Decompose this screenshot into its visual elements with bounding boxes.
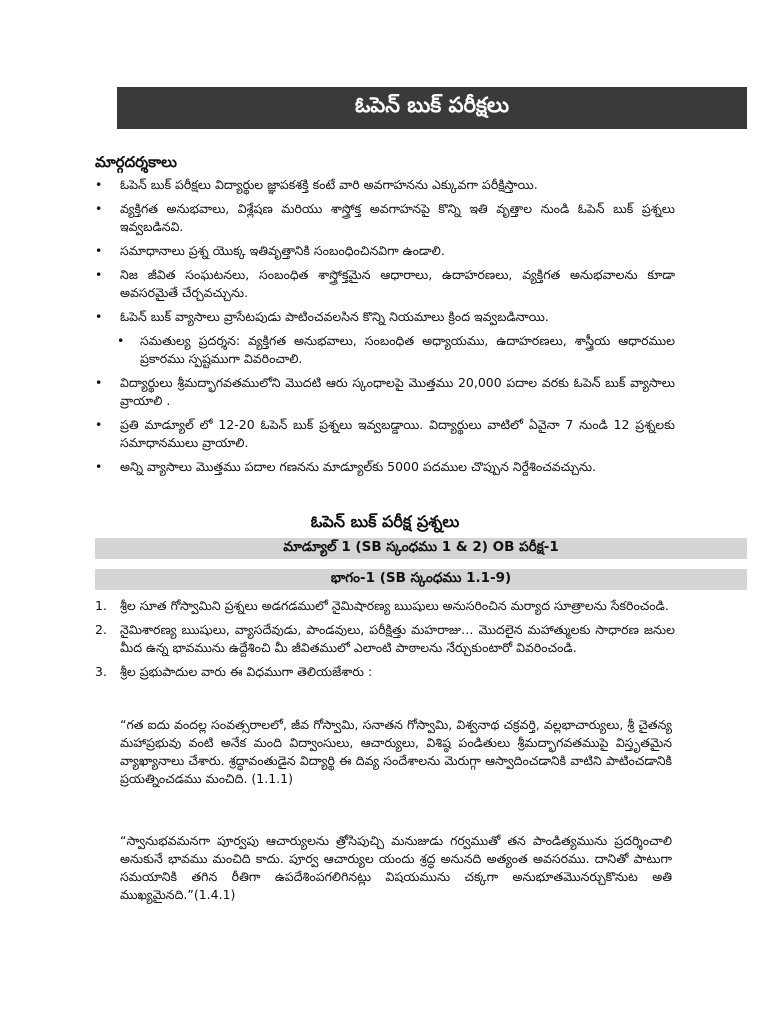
- question-item: [95, 663, 675, 681]
- module-bar: మాడ్యూల్ 1 (SB స్కంధము 1 & 2) OB పరీక్ష-1: [95, 538, 747, 559]
- question-number: 1.: [95, 598, 107, 613]
- guideline-item: • నిజ జీవిత సంఘటనలు, సంబంధిత శాస్త్రోక్తమైన ఆధారాలు, ఉదాహరణలు, వ్యక్తిగత అనుభవాలను కూడా అవసరమైతే చేర్చవచ్చును.: [95, 266, 675, 302]
- quote-1: “గత ఐదు వందల్ల సంవత్సరాలలో, జీవ గోస్వామి, సనాతన గోస్వామి, విశ్వనాథ చక్రవర్తి, వల్లభాచార్యులు, శ్రీ చైతన్య మహాప్రభువు వంటి అనేక మంది విద్వాంసులు, ఆచార్యులు, విశిష్ఠ పండితులు శ్రీమద్భాగవతముపై విస్తృతమైన వ్యాఖ్యానాలు చేశారు. శ్రద్ధావంతుడైన విద్యార్థి ఈ దివ్య సందేశాలను మెరుగ్గా ఆస్వాదించడానికి వాటిని పాటించడానికి ప్రయత్నించడము మంచిది. (1.1.1): [120, 717, 672, 786]
- guideline-item: • విద్యార్థులు శ్రీమద్భాగవతములోని మొదటి ఆరు స్కంధాలపై మొత్తము 20,000 పదాల వరకు ఓపెన్ బుక్ వ్యాసాలు వ్రాయాలి .: [95, 374, 675, 410]
- page-title: ఓపెన్ బుక్ పరీక్షలు: [117, 87, 747, 129]
- question-item: [95, 621, 675, 657]
- question-text: శ్రీల ప్రభుపాదుల వారు ఈ విధముగా తెలియజేశారు :: [120, 664, 373, 679]
- guideline-item: • ఓపెన్ బుక్ పరీక్షలు విద్యార్థుల జ్ఞాపకశక్తి కంటే వారి అవగాహనను ఎక్కువగా పరీక్షిస్తాయి.: [95, 176, 675, 194]
- question-number: 3.: [95, 664, 107, 679]
- guideline-item: • సమాధానాలు ప్రశ్న యొక్క ఇతివృత్తానికి సంబంధించినవిగా ఉండాలి.: [95, 242, 675, 260]
- question-text: శ్రీల సూత గోస్వామిని ప్రశ్నలు అడగడములో నైమిషారణ్య ఋషులు అనుసరించిన మర్యాద సూత్రాలను సేకరించండి.: [120, 598, 669, 613]
- part-bar: భాగం-1 (SB స్కంధము 1.1-9): [95, 569, 747, 590]
- questions-list: [95, 597, 675, 687]
- guideline-item: • ప్రతి మాడ్యూల్ లో 12-20 ఓపెన్ బుక్ ప్రశ్నలు ఇవ్వబడ్డాయి. విద్యార్థులు వాటిలో ఏవైనా 7 నుండి 12 ప్రశ్నలకు సమాధానములు వ్రాయాలి.: [95, 416, 675, 452]
- question-text: నైమిశారణ్య ఋషులు, వ్యాసదేవుడు, పాండవులు, పరీక్షిత్తు మహరాజు… మొదలైన మహాత్ములకు సాధారణ జనుల మీద ఉన్న భావమును ఉద్దేశించి మీ జీవితములో ఎలాంటి పాఠాలను నేర్చుకుంటారో వివరించండి.: [120, 622, 675, 655]
- guideline-subitem: • సమతుల్య ప్రదర్శన: వ్యక్తిగత అనుభవాలు, సంబంధిత అధ్యాయము, ఉదాహరణలు, శాస్త్రీయ ఆధారముల ప్రకారము స్పష్టముగా వివరించాలి.: [95, 332, 675, 368]
- question-item: [95, 597, 675, 615]
- guideline-item: • అన్ని వ్యాసాలు మొత్తము పదాల గణనను మాడ్యూల్‌కు 5000 పదముల చొప్పున నిర్దేశించవచ్చును.: [95, 458, 675, 476]
- guidelines-heading: మార్గదర్శకాలు: [95, 153, 177, 171]
- guideline-item: • వ్యక్తిగత అనుభవాలు, విశ్లేషణ మరియు శాస్త్రోక్త అవగాహనపై కొన్ని ఇతి వృత్తాల నుండి ఓపెన్ బుక్ ప్రశ్నలు ఇవ్వబడినవి.: [95, 200, 675, 236]
- questions-section-title: ఓపెన్ బుక్ పరీక్ష ప్రశ్నలు: [310, 512, 460, 531]
- guideline-item: • ఓపెన్ బుక్ వ్యాసాలు వ్రాసేటపుడు పాటించవలసిన కొన్ని నియమాలు క్రింద ఇవ్వబడినాయి.: [95, 308, 675, 326]
- quote-2: “స్వానుభవమనగా పూర్వపు ఆచార్యులను త్రోసిపుచ్చి మనుజుడు గర్వముతో తన పాండిత్యమును ప్రదర్శించాలి అనుకునే భావము మంచిది కాదు. పూర్వ ఆచార్యుల యందు శ్రద్ధ అనునది అత్యంత అవసరము. దానితో పాటుగా సమయానికి తగిన రీతిగా ఉపదేశింపగలిగినట్లు విషయమును చక్కగా అనుభూతమొనర్చుకొనుట అతి ముఖ్యమైనది.”(1.4.1): [120, 833, 672, 902]
- question-number: 2.: [95, 622, 107, 637]
- guidelines-list: [95, 176, 675, 482]
